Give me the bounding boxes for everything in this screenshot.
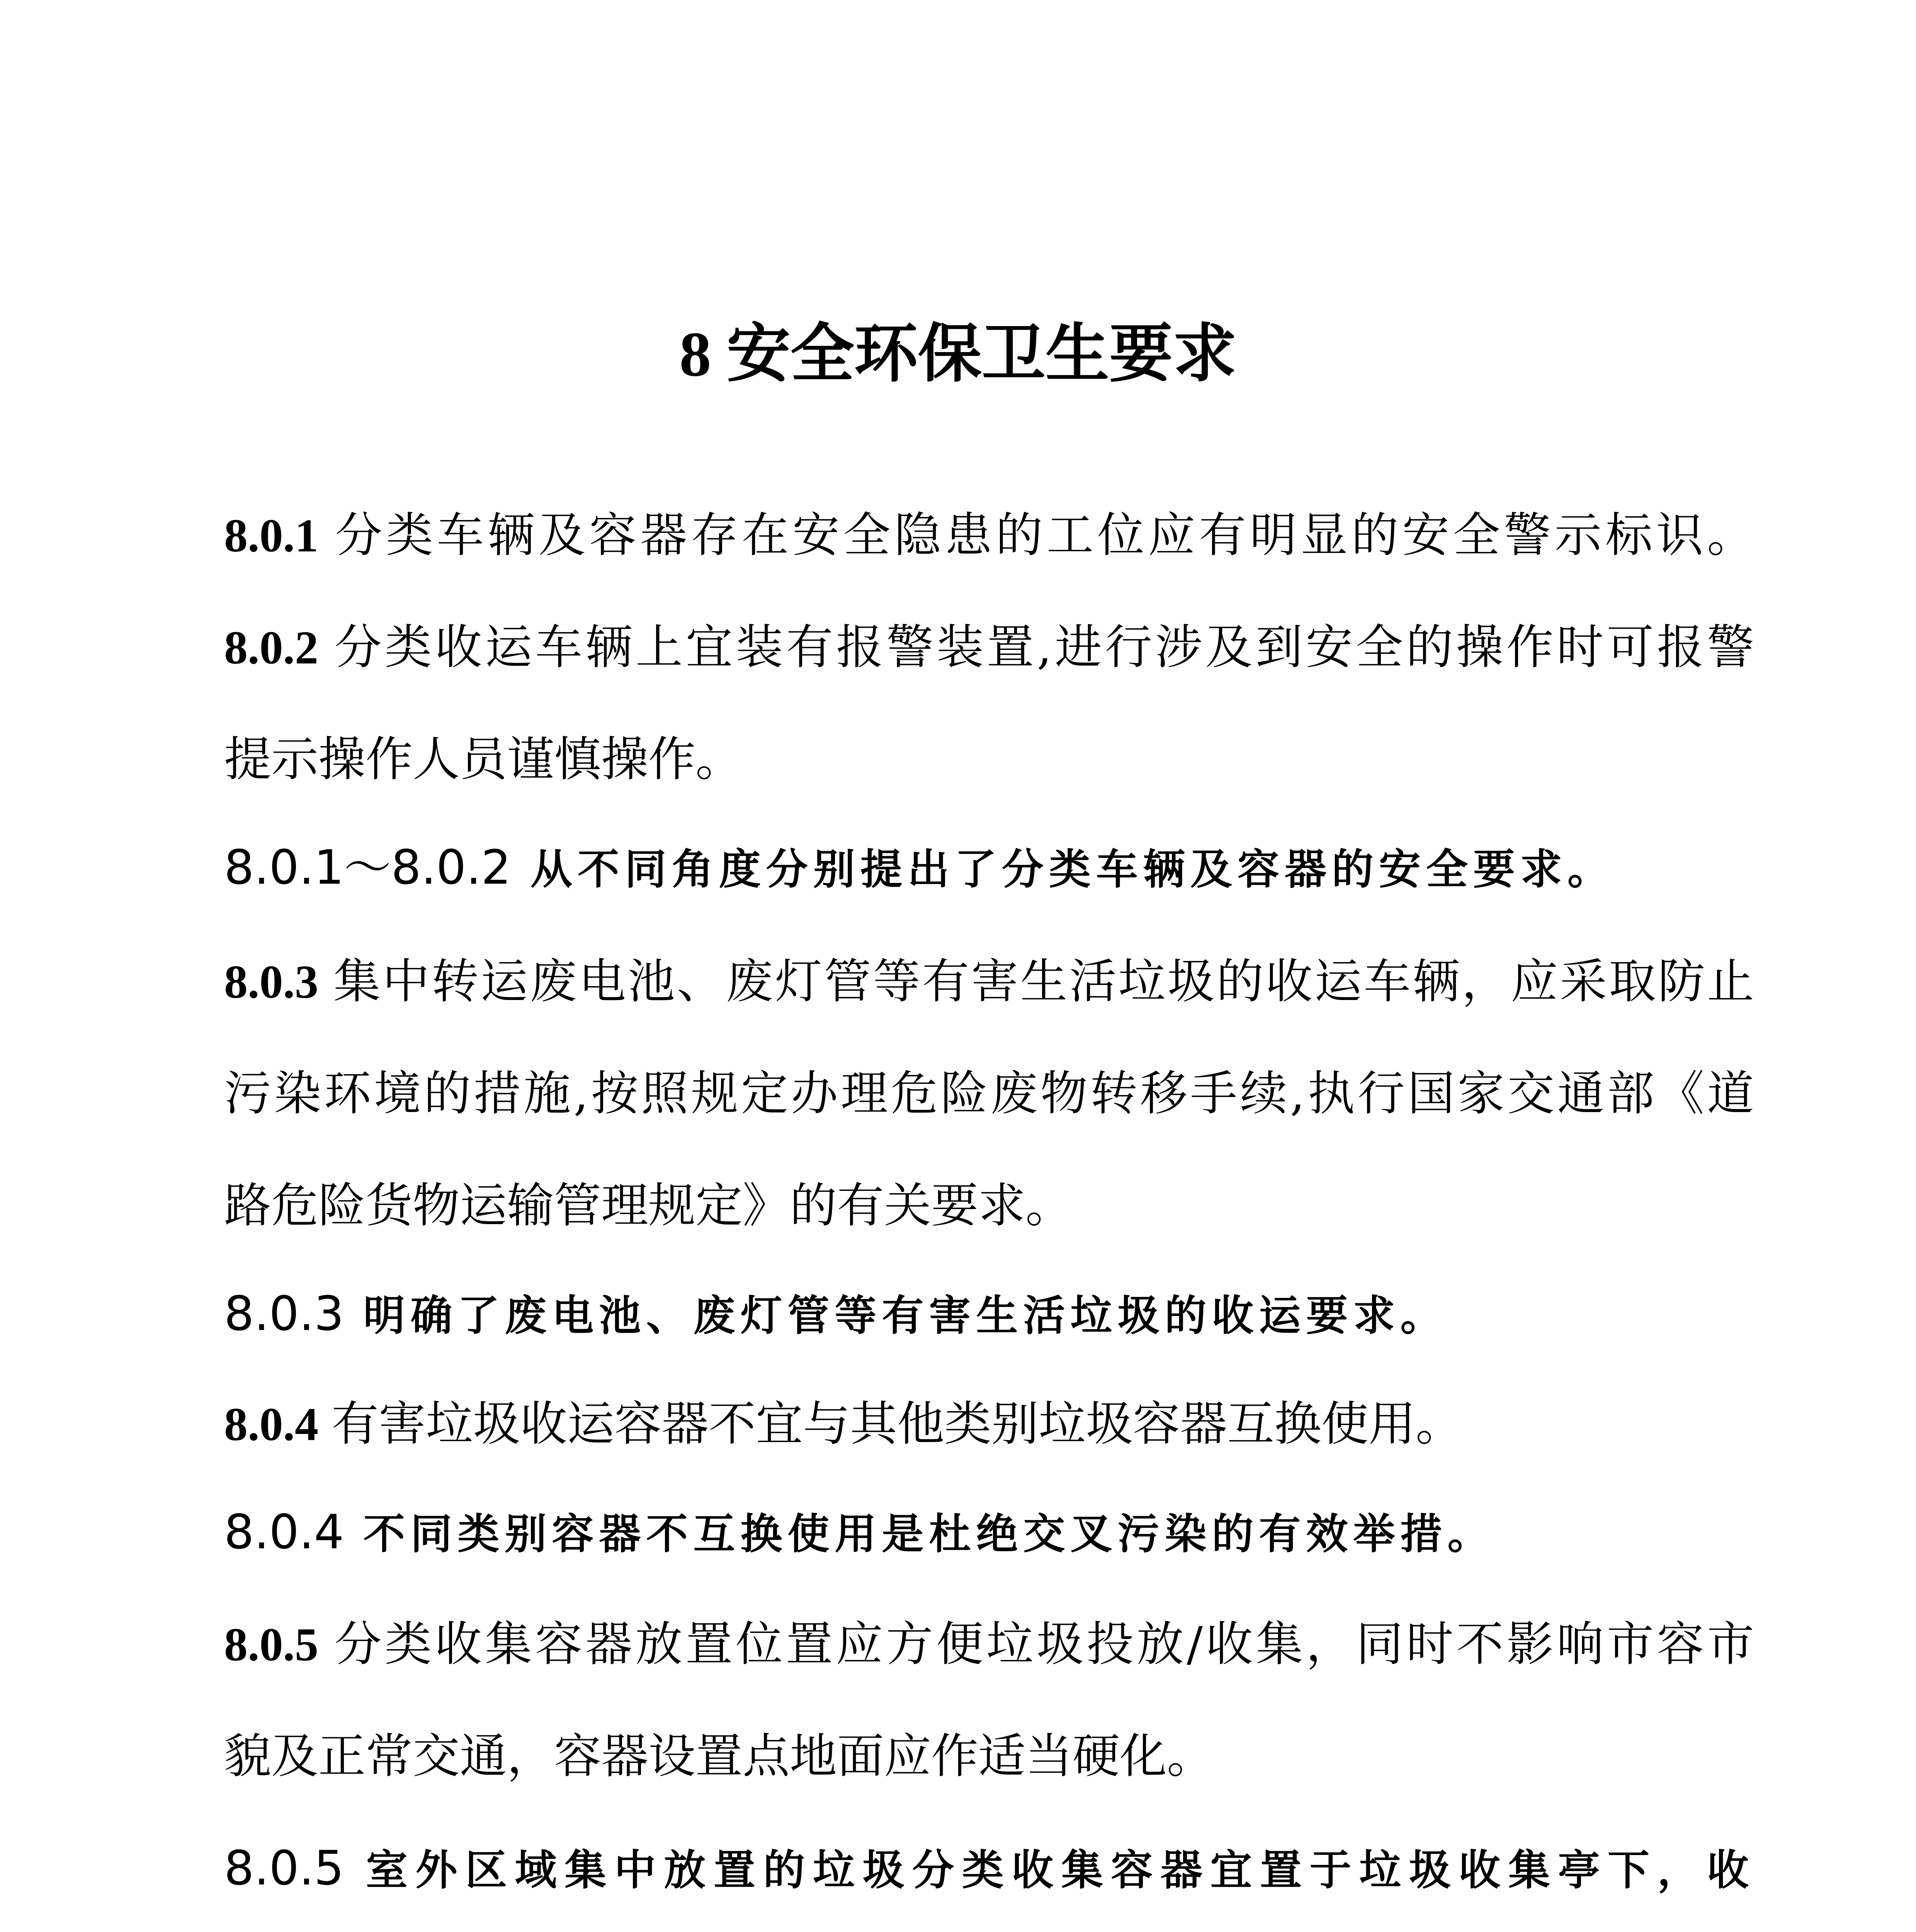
explanation-number: 8.0.3 [224,1286,344,1341]
clause-text: 貌及正常交通，容器设置点地面应作适当硬化。 [224,1729,1214,1784]
clause-number: 8.0.5 [224,1619,318,1671]
clause-text: 路危险货物运输管理规定》的有关要求。 [224,1178,1073,1233]
clause-8-0-3-continued [224,1150,1754,1262]
clause-number: 8.0.3 [224,956,318,1008]
clause-8-0-5 [224,1588,1754,1700]
clause-8-0-1 [224,479,1754,591]
section-title [0,305,1916,402]
clause-text: 分类收集容器放置位置应方便垃圾投放/收集，同时不影响市容市 [332,1617,1754,1672]
clause-text: 污染环境的措施,按照规定办理危险废物转移手续,执行国家交通部《道 [224,1066,1754,1121]
explanation-text: 室外区域集中放置的垃圾分类收集容器宜置于垃圾收集亭下，收 [363,1846,1754,1895]
explanation-8-0-5 [224,1812,1754,1924]
clause-text: 提示操作人员谨慎操作。 [224,732,743,787]
explanation-8-0-5-continued [224,1926,1754,1932]
clause-8-0-3 [224,925,1754,1037]
clause-8-0-2-continued [224,703,1754,815]
explanation-text: 明确了废电池、废灯管等有害生活垃圾的收运要求。 [363,1292,1448,1340]
section-number: 8 [679,319,711,389]
explanation-number: 8.0.4 [224,1505,344,1560]
clause-8-0-3-continued [224,1037,1754,1150]
explanation-number: 8.0.1～8.0.2 [224,840,511,895]
explanation-number: 8.0.5 [224,1841,344,1896]
section-title-text: 安全环保卫生要求 [726,316,1237,391]
explanation-8-0-1-to-8-0-2 [224,811,1754,923]
clause-8-0-2 [224,591,1754,703]
clause-text: 有害垃圾收运容器不宜与其他类别垃圾容器互换使用。 [332,1396,1463,1451]
clause-number: 8.0.1 [224,510,318,562]
clause-8-0-5-continued [224,1700,1754,1812]
explanation-text: 不同类别容器不互换使用是杜绝交叉污染的有效举措。 [363,1510,1495,1558]
clause-number: 8.0.4 [224,1398,318,1451]
explanation-8-0-3 [224,1258,1754,1370]
explanation-8-0-4 [224,1476,1754,1588]
clause-number: 8.0.2 [224,622,318,674]
clause-text: 集中转运废电池、废灯管等有害生活垃圾的收运车辆，应采取防止 [332,954,1754,1009]
clause-text: 分类收运车辆上宜装有报警装置,进行涉及到安全的操作时可报警 [332,620,1754,675]
explanation-text: 从不同角度分别提出了分类车辆及容器的安全要求。 [530,845,1615,894]
clause-text: 分类车辆及容器存在安全隐患的工位应有明显的安全警示标识。 [332,508,1754,563]
clause-8-0-4 [224,1368,1754,1480]
